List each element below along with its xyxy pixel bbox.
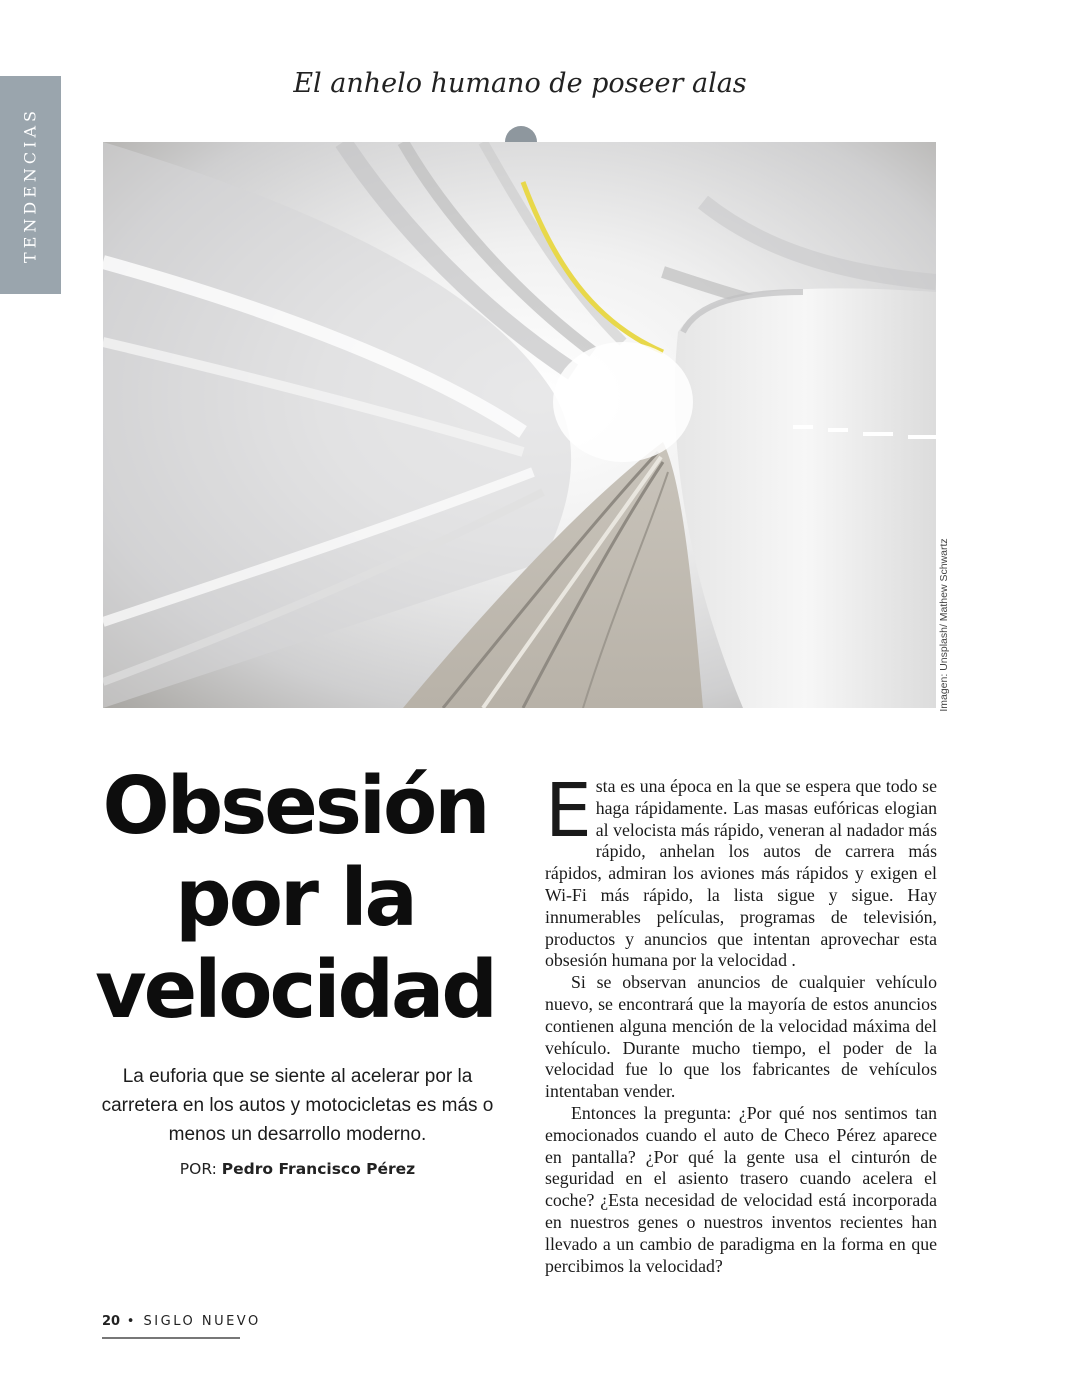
byline (100, 1160, 495, 1178)
headline-line-1: Obsesión (102, 760, 488, 852)
tunnel-photo (103, 142, 936, 708)
article-body (545, 768, 937, 1277)
byline-prefix: POR: (179, 1160, 217, 1178)
body-paragraph-3: Entonces la pregunta: ¿Por qué nos sentimos tan emocionados cuando el auto de Checo Pérez aparece en pantalla? ¿Por qué la gente usa el cinturón de seguridad en el asiento trasero cuando acelera el coche? ¿Esta necesidad de velocidad está incorporada en nuestros genes o nuestros inventos recientes han llevado a un cambio de paradigma en la forma en que percibimos la velocidad? (545, 1102, 937, 1276)
article-dek: La euforia que se siente al acelerar por la carretera en los autos y motocicletas es más o menos un desarrollo moderno. (101, 1066, 494, 1145)
article-headline (95, 760, 495, 1036)
publication-name: SIGLO NUEVO (143, 1314, 261, 1329)
body-paragraph-1 (545, 768, 937, 972)
kicker-title: El anhelo humano de poseer alas (293, 68, 747, 99)
paragraph-1-text: sta es una época en la que se espera que todo se haga rápidamente. Las masas eufóricas elogian al velocista más rápido, veneran al nadador más rápido, anhelan los autos de carrera más rápidos, admiran los aviones más rápidos y exigen el Wi-Fi más rápido, la lista sigue y sigue. Hay innumerables películas, programas de televisión, productos y anuncios que intentan aprovechar esta obsesión humana por la velocidad . (545, 776, 937, 971)
headline-line-3: velocidad (95, 944, 495, 1036)
page-footer (102, 1314, 261, 1329)
footer-rule (102, 1337, 240, 1339)
body-paragraph-2: Si se observan anuncios de cualquier vehículo nuevo, se encontrará que la mayoría de estos anuncios contienen alguna mención de la velocidad máxima del vehículo. Durante mucho tiempo, el poder de la velocidad fue lo que los fabricantes de vehículos intentaban vender. (545, 972, 937, 1102)
drop-cap: E (545, 768, 592, 854)
section-label: TENDENCIAS (20, 107, 40, 263)
photo-credit: Imagen: Unsplash/ Mathew Schwartz (938, 538, 950, 712)
footer-separator: • (126, 1314, 137, 1329)
tunnel-illustration (103, 142, 936, 708)
headline-line-2: por la (175, 852, 415, 944)
page-number: 20 (102, 1314, 121, 1329)
author-name: Pedro Francisco Pérez (221, 1160, 416, 1178)
